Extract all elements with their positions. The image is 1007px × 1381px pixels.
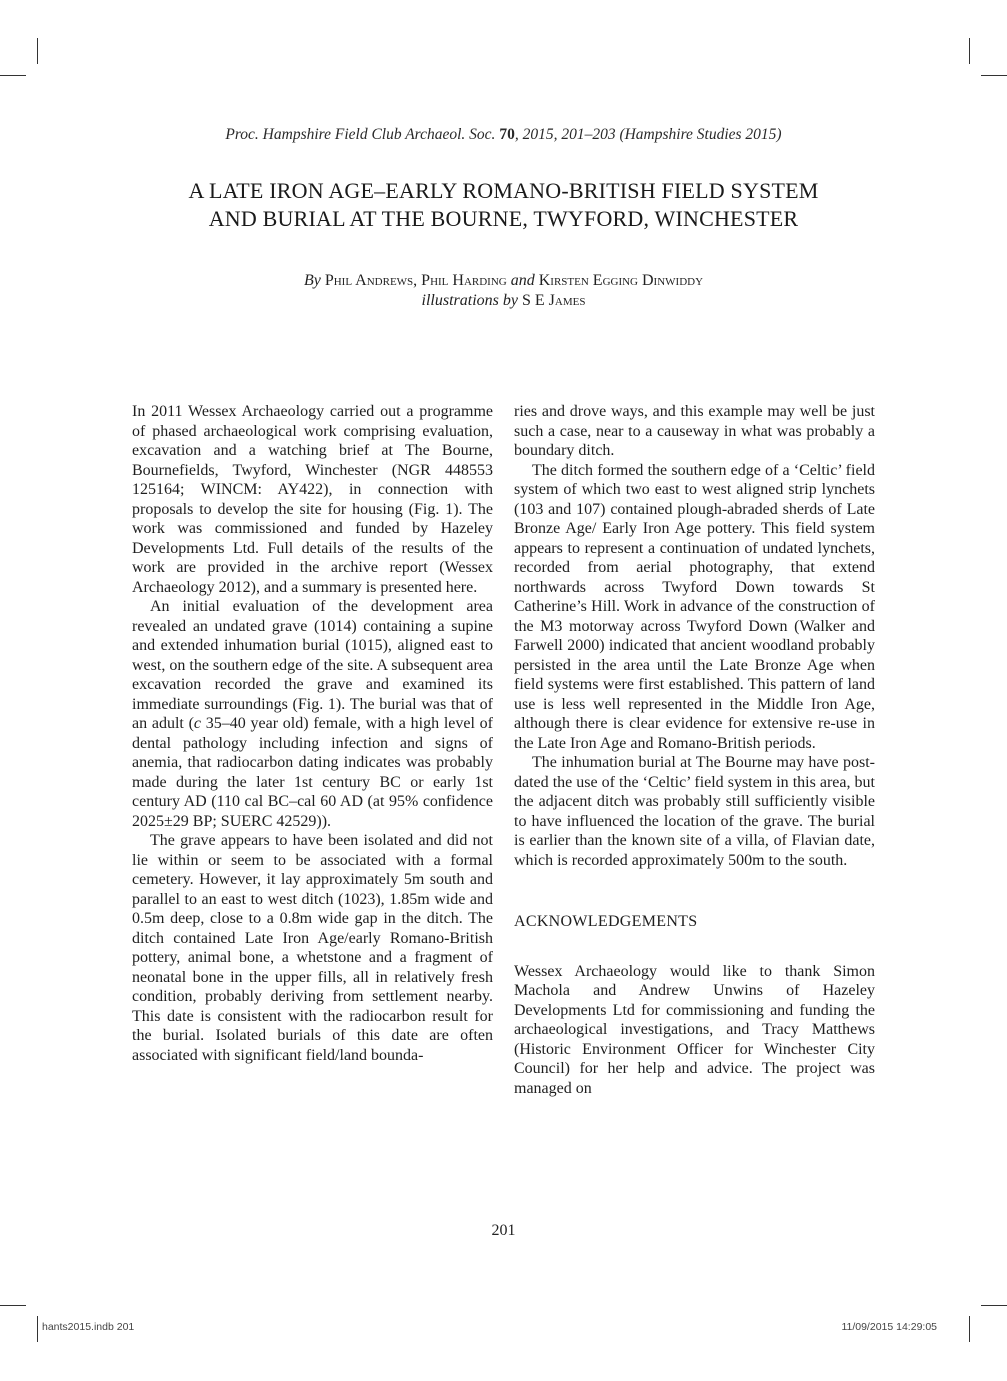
authors-line bbox=[0, 271, 1007, 291]
crop-mark bbox=[37, 38, 38, 64]
journal-citation bbox=[0, 126, 1007, 144]
slug-filename: hants2015.indb 201 bbox=[42, 1321, 135, 1333]
byline-and: and bbox=[510, 272, 535, 289]
crop-mark bbox=[981, 75, 1007, 76]
slug-timestamp: 11/09/2015 14:29:05 bbox=[841, 1321, 937, 1333]
byline bbox=[0, 271, 1007, 311]
paragraph: The grave appears to have been isolated and did not lie within or seem to be associated with a formal cemetery. However, it lay approximately 5m south and parallel to an east to west ditch (1023), 1.85m wide and 0.5m deep, close to a 0.8m wide gap in the ditch. The ditch contained Late Iron Age/early Romano-British pottery, animal bone, a whetstone and a fragment of neonatal bone in the upper fills, all in relatively fresh condition, probably deriving from settlement nearby. This date is consistent with the radiocarbon result for the burial. Isolated burials of this date are often associated with significant field/land bounda- bbox=[132, 832, 493, 1064]
paper-title bbox=[0, 177, 1007, 233]
paragraph: The ditch formed the southern edge of a ‘Celtic’ field system of which two east to west aligned strip lynchets (103 and 107) contained plough-abraded sherds of Late Bronze Age/ Early Iron Age pottery. This field system appears to represent a continuation of undated lynchets, recorded from aerial photography, that extend northwards across Twyford Down towards St Catherine’s Hill. Work in advance of the construction of the M3 motorway across Twyford Down (Walker and Farwell 2000) indicated that ancient woodland probably persisted in the area until the Late Bronze Age when field systems were first established. This pattern of land use is less well represented in the Middle Iron Age, although there is clear evidence for extensive re-use in the Late Iron Age and Romano-British periods. bbox=[514, 461, 875, 752]
crop-mark bbox=[969, 1316, 970, 1342]
paragraph-text: An initial evaluation of the development area revealed an undated grave (1014) containing a supine and extended inhumation burial (1015), aligned east to west, on the southern edge of the site. A subsequent area excavation recorded the grave and examined its immediate surroundings (Fig. 1). The burial was that of an adult ( bbox=[132, 598, 493, 732]
author-1: Phil Andrews bbox=[324, 272, 414, 289]
byline-by: By bbox=[303, 272, 321, 289]
paragraph: ries and drove ways, and this example may well be just such a case, near to a causeway in what was probably a boundary ditch. bbox=[514, 403, 875, 459]
crop-mark bbox=[969, 38, 970, 64]
crop-mark bbox=[0, 1305, 26, 1306]
author-3: Kirsten Egging Dinwiddy bbox=[538, 272, 704, 289]
paragraph: Wessex Archaeology would like to thank Simon Machola and Andrew Unwins of Hazeley Developments Ltd for commissioning and funding the archaeological investigations, and Tracy Matthews (Historic Environment Officer for Winchester City Council) for her help and advice. The project was managed on bbox=[514, 962, 875, 1097]
illustrator: S E James bbox=[521, 292, 586, 309]
paragraph bbox=[132, 597, 493, 831]
journal-volume: 70 bbox=[499, 126, 515, 143]
journal-suffix: , 2015, 201–203 (Hampshire Studies 2015) bbox=[514, 126, 782, 143]
right-column bbox=[514, 402, 875, 1098]
author-2: Phil Harding bbox=[421, 272, 507, 289]
title-line-1: A LATE IRON AGE–EARLY ROMANO-BRITISH FIELD SYSTEM bbox=[188, 178, 819, 203]
illustrations-by: illustrations by bbox=[421, 292, 518, 309]
crop-mark bbox=[37, 1316, 38, 1342]
paragraph: In 2011 Wessex Archaeology carried out a programme of phased archaeological work comprising evaluation, excavation and a watching brief at The Bourne, Bournefields, Twyford, Winchester (NGR 448553 125164; WINCM: AY422), in connection with proposals to develop the site for housing (Fig. 1). The work was commissioned and funded by Hazeley Developments Ltd. Full details of the results of the work are provided in the archive report (Wessex Archaeology 2012), and a summary is presented here. bbox=[132, 403, 493, 596]
illustrator-line bbox=[0, 291, 1007, 311]
title-line-2: AND BURIAL AT THE BOURNE, TWYFORD, WINCHESTER bbox=[208, 206, 799, 231]
left-column bbox=[132, 402, 493, 1065]
crop-mark bbox=[981, 1305, 1007, 1306]
section-heading: ACKNOWLEDGEMENTS bbox=[514, 913, 698, 930]
author-separator: , bbox=[413, 272, 422, 289]
page-number: 201 bbox=[491, 1222, 516, 1239]
journal-prefix: Proc. Hampshire Field Club Archaeol. Soc. bbox=[225, 126, 496, 143]
paragraph: The inhumation burial at The Bourne may have post-dated the use of the ‘Celtic’ field system in this area, but the adjacent ditch was probably still sufficiently visible to have influenced the location of the grave. The burial is earlier than the known site of a villa, of Flavian date, which is recorded approximately 500m to the south. bbox=[514, 754, 875, 869]
circa-abbrev: c bbox=[193, 715, 202, 732]
crop-mark bbox=[0, 75, 26, 76]
paragraph-text: 35–40 year old) female, with a high level of dental pathology including infection and signs of anemia, that radiocarbon dating indicates was probably made during the later 1st century BC or early 1st century AD (110 cal BC–cal 60 AD (at 95% confidence 2025±29 BP; SUERC 42529)). bbox=[132, 715, 493, 830]
